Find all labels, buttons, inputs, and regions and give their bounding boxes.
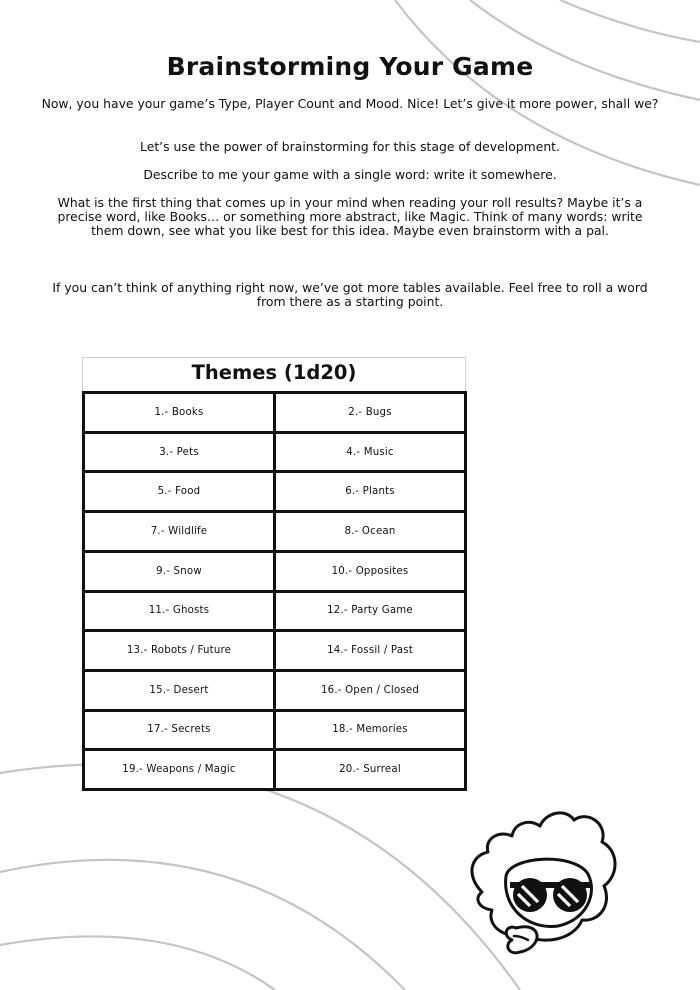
theme-cell-1: 1.- Books (85, 394, 273, 431)
theme-cell-8: 8.- Ocean (276, 513, 464, 550)
theme-cell-2: 2.- Bugs (276, 394, 464, 431)
theme-cell-20: 20.- Surreal (276, 751, 464, 788)
theme-cell-3: 3.- Pets (85, 434, 273, 471)
theme-cell-7: 7.- Wildlife (85, 513, 273, 550)
themes-table (82, 391, 467, 791)
intro-paragraph-2: Let’s use the power of brainstorming for this stage of development. (140, 139, 560, 154)
theme-cell-10: 10.- Opposites (276, 553, 464, 590)
theme-cell-16: 16.- Open / Closed (276, 672, 464, 709)
intro-paragraph-5: If you can’t think of anything right now, we’ve got more tables available. Feel free to roll a word from there as a starting point. (52, 280, 648, 309)
intro-paragraph-3: Describe to me your game with a single word: write it somewhere. (143, 167, 557, 182)
mascot-icon (462, 790, 622, 960)
theme-cell-19: 19.- Weapons / Magic (85, 751, 273, 788)
intro-paragraph-1: Now, you have your game’s Type, Player Count and Mood. Nice! Let’s give it more power, shall we? (41, 96, 659, 111)
theme-cell-14: 14.- Fossil / Past (276, 632, 464, 669)
theme-cell-5: 5.- Food (85, 473, 273, 510)
theme-cell-6: 6.- Plants (276, 473, 464, 510)
theme-cell-15: 15.- Desert (85, 672, 273, 709)
page-title: Brainstorming Your Game (166, 52, 534, 81)
themes-table-title: Themes (1d20) (191, 361, 357, 384)
theme-cell-11: 11.- Ghosts (85, 593, 273, 630)
theme-cell-4: 4.- Music (276, 434, 464, 471)
intro-paragraph-4: What is the first thing that comes up in your mind when reading your roll results? Maybe it’s a precise word, like Books… or something more abstract, like Magic. Think of many words: write them down, see what you like best for this idea. Maybe even brainstorm with a pal. (57, 195, 643, 238)
theme-cell-9: 9.- Snow (85, 553, 273, 590)
theme-cell-18: 18.- Memories (276, 712, 464, 749)
theme-cell-17: 17.- Secrets (85, 712, 273, 749)
theme-cell-13: 13.- Robots / Future (85, 632, 273, 669)
theme-cell-12: 12.- Party Game (276, 593, 464, 630)
